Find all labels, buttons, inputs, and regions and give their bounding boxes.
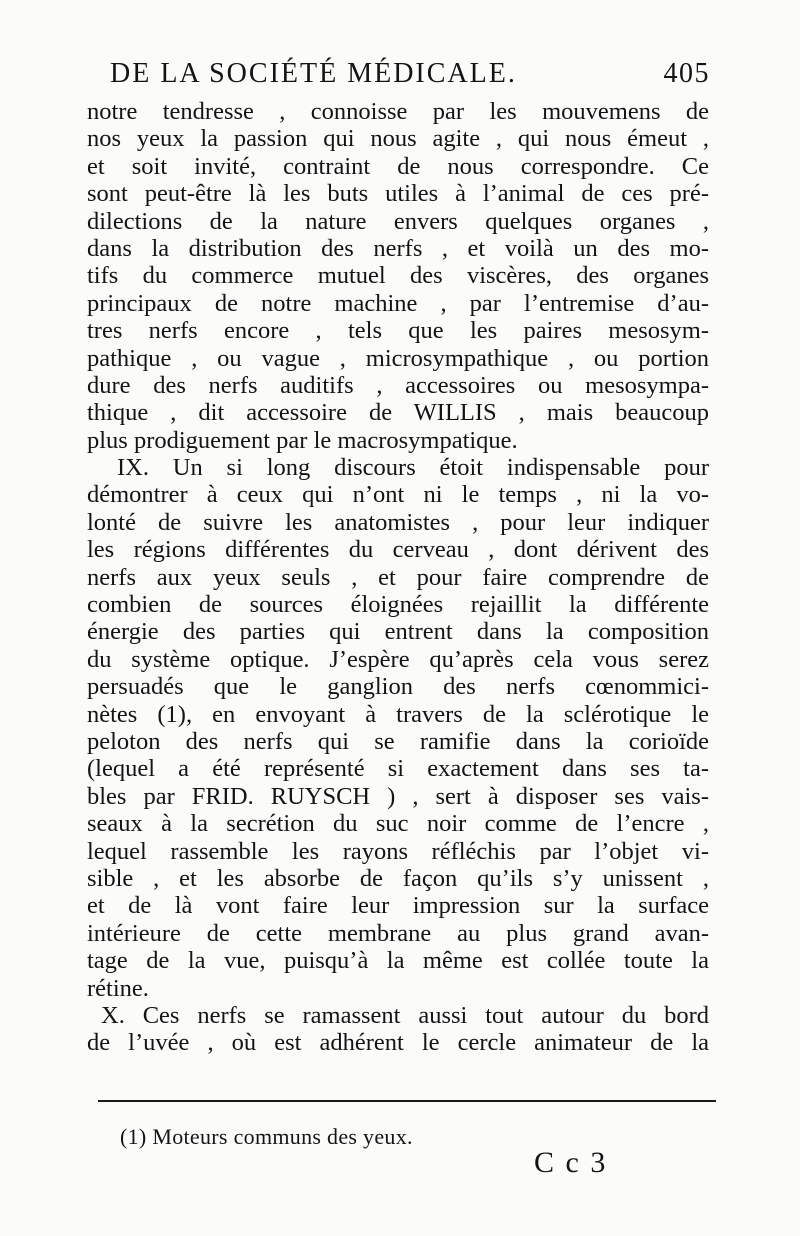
text-line: les régions différentes du cerveau , dont dérivent des (87, 536, 709, 564)
text-line: pathique , ou vague , microsympathique , ou portion (87, 344, 709, 372)
text-line: tage de la vue, puisqu’à la même est collée toute la (87, 947, 709, 975)
text-line: démontrer à ceux qui n’ont ni le temps , ni la vo- (87, 481, 709, 509)
text-line: peloton des nerfs qui se ramifie dans la corioïde (87, 727, 709, 755)
text-line: seaux à la secrétion du suc noir comme de l’encre , (87, 810, 709, 838)
text-line: thique , dit accessoire de WILLIS , mais beaucoup (87, 399, 709, 427)
text-line: lequel rassemble les rayons réfléchis par l’objet vi- (87, 837, 709, 865)
text-line: persuadés que le ganglion des nerfs cœnommici- (87, 673, 709, 701)
text-line: notre tendresse , connoisse par les mouvemens de (87, 98, 709, 125)
text-line: énergie des parties qui entrent dans la composition (87, 618, 709, 646)
text-line: combien de sources éloignées rejaillit la différente (87, 591, 709, 619)
text-line: lonté de suivre les anatomistes , pour leur indiquer (87, 508, 709, 536)
text-line: nos yeux la passion qui nous agite , qui nous émeut , (87, 125, 709, 153)
text-line: plus prodiguement par le macrosympatique. (87, 426, 518, 454)
text-line: sible , et les absorbe de façon qu’ils s’y unissent , (87, 864, 709, 892)
footnote: (1) Moteurs communs des yeux. (120, 1124, 413, 1149)
header-title: DE LA SOCIÉTÉ MÉDICALE. (110, 58, 517, 89)
text-line: et soit invité, contraint de nous correspondre. Ce (87, 152, 709, 180)
text-line: dilections de la nature envers quelques organes , (87, 207, 709, 235)
text-line: dans la distribution des nerfs , et voilà un des mo- (87, 234, 709, 262)
text-line: tres nerfs encore , tels que les paires mesosym- (87, 317, 709, 345)
text-line: principaux de notre machine , par l’entremise d’au- (87, 289, 709, 317)
signature-mark: C c 3 (534, 1146, 608, 1179)
text-line: du système optique. J’espère qu’après cela vous serez (87, 645, 709, 673)
text-line: tifs du commerce mutuel des viscères, des organes (87, 262, 709, 290)
page-number: 405 (663, 58, 710, 89)
text-line: dure des nerfs auditifs , accessoires ou mesosympa- (87, 371, 709, 399)
text-line: nerfs aux yeux seuls , et pour faire comprendre de (87, 563, 709, 591)
text-line: sont peut-être là les buts utiles à l’animal de ces pré- (87, 180, 709, 208)
text-line: nètes (1), en envoyant à travers de la sclérotique le (87, 700, 709, 728)
text-line: rétine. (87, 974, 149, 1002)
paragraph-ix-start: IX. Un si long discours étoit indispensable pour (117, 454, 709, 482)
body-text (87, 98, 709, 1057)
text-line: et de là vont faire leur impression sur la surface (87, 892, 709, 920)
paragraph-x-start: X. Ces nerfs se ramassent aussi tout autour du bord (101, 1001, 709, 1029)
text-line: intérieure de cette membrane au plus grand avan- (87, 919, 709, 947)
text-line: de l’uvée , où est adhérent le cercle animateur de la (87, 1029, 709, 1057)
footnote-rule (98, 1100, 716, 1102)
running-header (110, 58, 710, 90)
text-line: (lequel a été représenté si exactement dans ses ta- (87, 755, 709, 783)
text-line: bles par FRID. RUYSCH ) , sert à disposer ses vais- (87, 782, 709, 810)
